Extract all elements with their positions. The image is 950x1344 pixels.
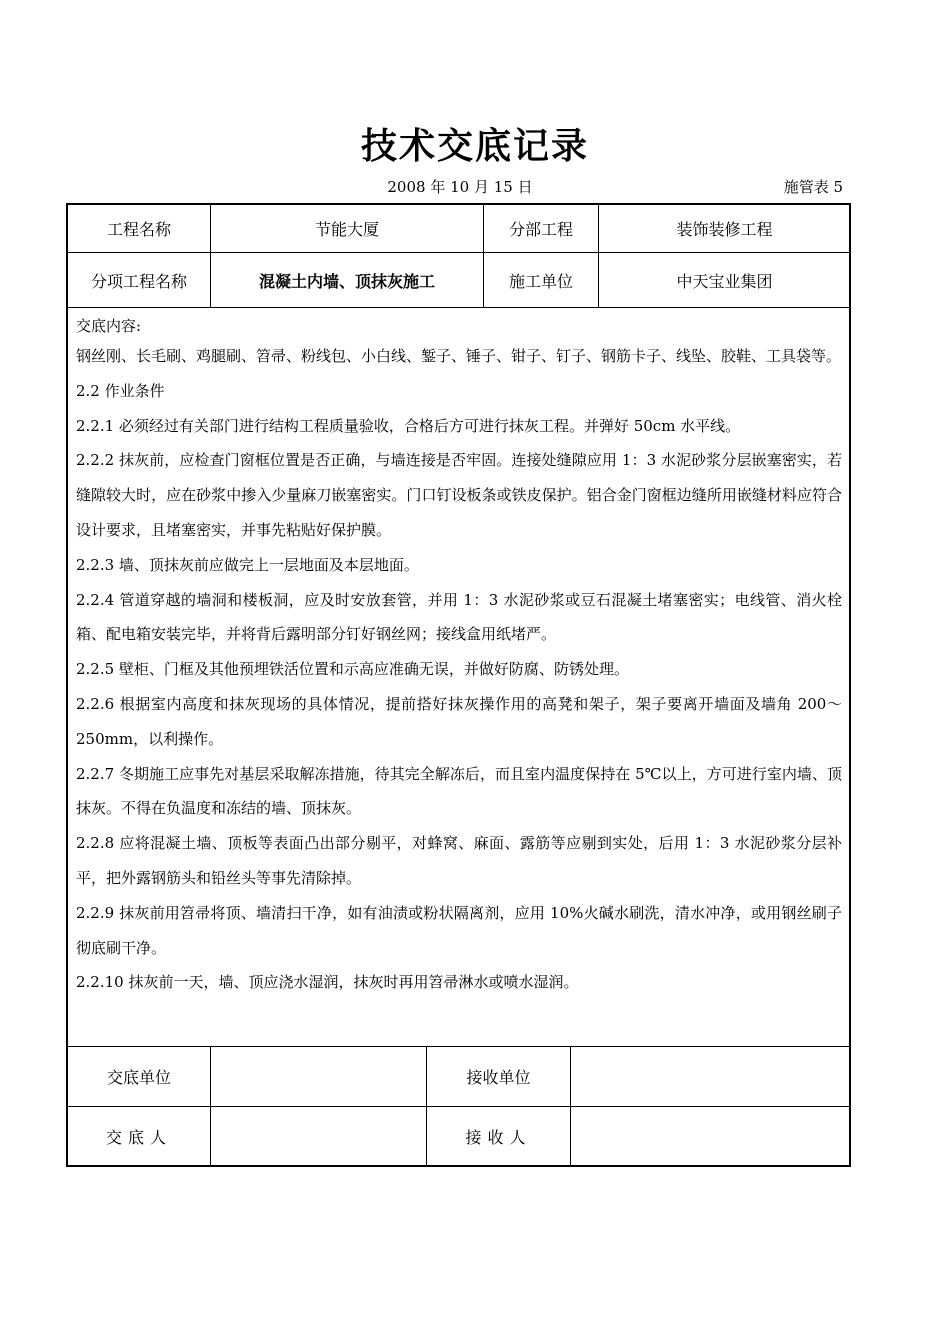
content-paragraph: 钢丝刚、长毛刷、鸡腿刷、笤帚、粉线包、小白线、錾子、锤子、钳子、钉子、钢筋卡子、线坠、胶鞋、工具袋等。 [76, 347, 842, 365]
content-paragraph: 2.2.5 壁柜、门框及其他预埋铁活位置和示高应准确无误，并做好防腐、防锈处理。 [76, 660, 629, 679]
issuer-label: 交底人 [105, 1128, 172, 1147]
division-label: 分部工程 [508, 219, 573, 239]
subitem-label: 分项工程名称 [90, 271, 187, 291]
form-number: 施管表 5 [783, 178, 843, 196]
content-paragraph: 2.2.7 冬期施工应事先对基层采取解冻措施，待其完全解冻后，而且室内温度保持在 5℃以上，方可进行室内墙、顶抹灰。不得在负温度和冻结的墙、顶抹灰。 [76, 764, 842, 818]
receiver-unit-field[interactable] [571, 1047, 850, 1106]
receiver-field[interactable] [571, 1107, 850, 1166]
division-value: 装饰装修工程 [676, 219, 773, 239]
record-date: 2008 年 10 月 15 日 [387, 178, 533, 196]
content-paragraph: 2.2.2 抹灰前，应检查门窗框位置是否正确，与墙连接是否牢固。连接处缝隙应用 1：3 水泥砂浆分层嵌塞密实，若缝隙较大时，应在砂浆中掺入少量麻刀嵌塞密实。门口钉设板条或铁皮保护。铝合金门窗框边缝所用嵌缝材料应符合设计要求，且堵塞密实，并事先粘贴好保护膜。 [76, 451, 842, 539]
issuer-field[interactable] [211, 1107, 426, 1166]
content-paragraph: 2.2.10 抹灰前一天，墙、顶应浇水湿润，抹灰时再用笤帚淋水或喷水湿润。 [76, 973, 579, 992]
row-divider [67, 307, 850, 308]
content-paragraph: 2.2.9 抹灰前用笤帚将顶、墙清扫干净，如有油渍或粉状隔离剂，应用 10%火碱水刷洗，清水冲净，或用钢丝刷子彻底刷干净。 [76, 903, 842, 957]
content-paragraph: 2.2.4 管道穿越的墙洞和楼板洞，应及时安放套管，并用 1：3 水泥砂浆或豆石混凝土堵塞密实；电线管、消火栓箱、配电箱安装完毕，并将背后露明部分钉好钢丝网；接线盒用纸堵严。 [76, 590, 842, 644]
issuer-unit-field[interactable] [211, 1047, 426, 1106]
receiver-unit-label: 接收单位 [466, 1068, 531, 1087]
content-paragraph: 2.2.3 墙、顶抹灰前应做完上一层地面及本层地面。 [76, 555, 419, 574]
content-paragraph: 2.2 作业条件 [76, 381, 165, 400]
project-name-label: 工程名称 [106, 219, 171, 239]
content-paragraph: 2.2.6 根据室内高度和抹灰现场的具体情况，提前搭好抹灰操作用的高凳和架子，架子要离开墙面及墙角 200～250mm，以利操作。 [76, 694, 842, 748]
project-name-value: 节能大厦 [314, 219, 379, 239]
contractor-label: 施工单位 [508, 271, 573, 291]
receiver-label: 接收人 [465, 1128, 532, 1147]
disclosure-content [76, 313, 842, 1000]
content-label: 交底内容: [76, 317, 142, 335]
contractor-value: 中天宝业集团 [676, 271, 773, 291]
page-title: 技术交底记录 [360, 126, 589, 167]
content-paragraph: 2.2.1 必须经过有关部门进行结构工程质量验收，合格后方可进行抹灰工程。并弹好 50cm 水平线。 [76, 416, 741, 435]
issuer-unit-label: 交底单位 [106, 1068, 171, 1087]
content-paragraph: 2.2.8 应将混凝土墙、顶板等表面凸出部分剔平，对蜂窝、麻面、露筋等应剔到实处，后用 1：3 水泥砂浆分层补平，把外露钢筋头和铅丝头等事先清除掉。 [76, 834, 842, 887]
subitem-value: 混凝土内墙、顶抹灰施工 [258, 271, 435, 291]
